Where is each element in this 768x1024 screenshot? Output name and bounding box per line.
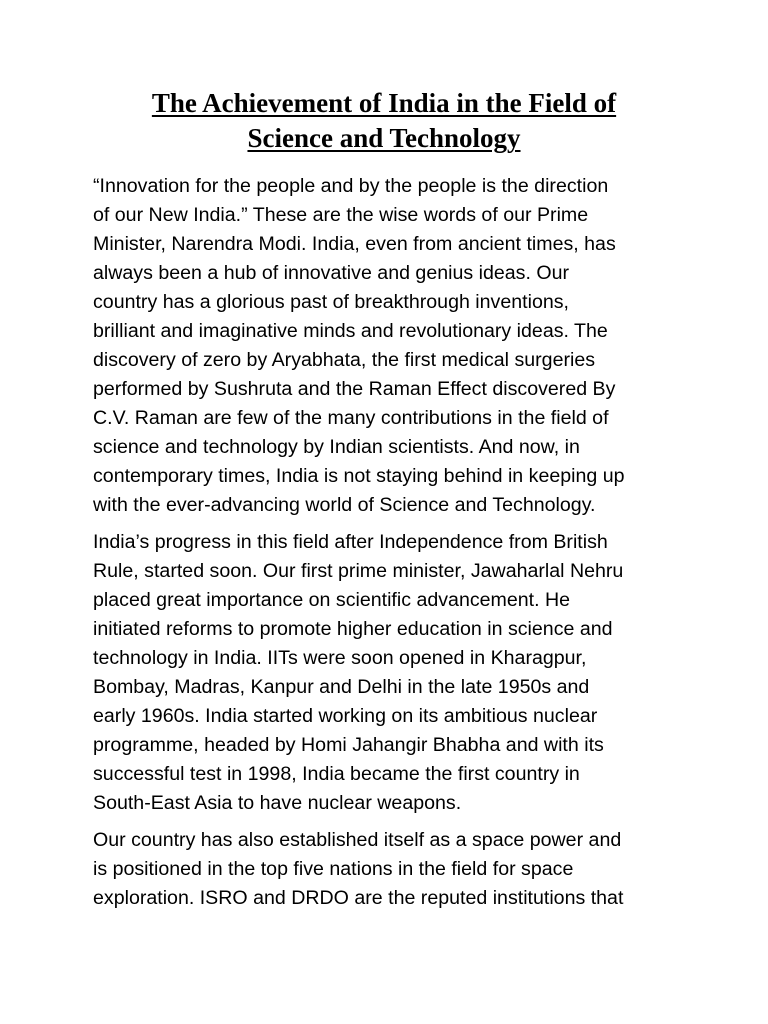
text-line: C.V. Raman are few of the many contributions in the field of xyxy=(93,407,609,429)
document-body xyxy=(93,172,683,921)
title-line-text: Science and Technology xyxy=(247,123,521,153)
text-line: discovery of zero by Aryabhata, the first medical surgeries xyxy=(93,349,596,371)
text-line: India’s progress in this field after Independence from British xyxy=(93,531,608,553)
title-line-text: The Achievement of India in the Field of xyxy=(151,88,617,118)
text-line: of our New India.” These are the wise words of our Prime xyxy=(93,204,589,226)
paragraph xyxy=(93,528,683,818)
text-line: contemporary times, India is not staying behind in keeping up xyxy=(93,465,625,487)
text-line: programme, headed by Homi Jahangir Bhabha and with its xyxy=(93,734,604,756)
text-line: “Innovation for the people and by the people is the direction xyxy=(93,175,609,197)
text-line: successful test in 1998, India became the first country in xyxy=(93,763,580,785)
text-line: technology in India. IITs were soon opened in Kharagpur, xyxy=(93,647,587,669)
text-line: with the ever-advancing world of Science and Technology. xyxy=(93,494,596,516)
text-line: early 1960s. India started working on its ambitious nuclear xyxy=(93,705,598,727)
text-line: brilliant and imaginative minds and revolutionary ideas. The xyxy=(93,320,608,342)
text-line: Rule, started soon. Our first prime minister, Jawaharlal Nehru xyxy=(93,560,624,582)
text-line: science and technology by Indian scientists. And now, in xyxy=(93,436,580,458)
title-line xyxy=(60,86,708,121)
paragraph xyxy=(93,826,683,913)
text-line: initiated reforms to promote higher education in science and xyxy=(93,618,613,640)
text-line: placed great importance on scientific advancement. He xyxy=(93,589,571,611)
text-line: Minister, Narendra Modi. India, even from ancient times, has xyxy=(93,233,616,255)
text-line: always been a hub of innovative and genius ideas. Our xyxy=(93,262,570,284)
paragraph xyxy=(93,172,683,520)
title-line xyxy=(60,121,708,156)
document-title xyxy=(60,86,708,156)
text-line: exploration. ISRO and DRDO are the reputed institutions that xyxy=(93,887,624,909)
text-line: country has a glorious past of breakthrough inventions, xyxy=(93,291,569,313)
text-line: is positioned in the top five nations in the field for space xyxy=(93,858,574,880)
text-line: South-East Asia to have nuclear weapons. xyxy=(93,792,462,814)
text-line: Our country has also established itself as a space power and xyxy=(93,829,622,851)
text-line: performed by Sushruta and the Raman Effect discovered By xyxy=(93,378,616,400)
text-line: Bombay, Madras, Kanpur and Delhi in the late 1950s and xyxy=(93,676,590,698)
